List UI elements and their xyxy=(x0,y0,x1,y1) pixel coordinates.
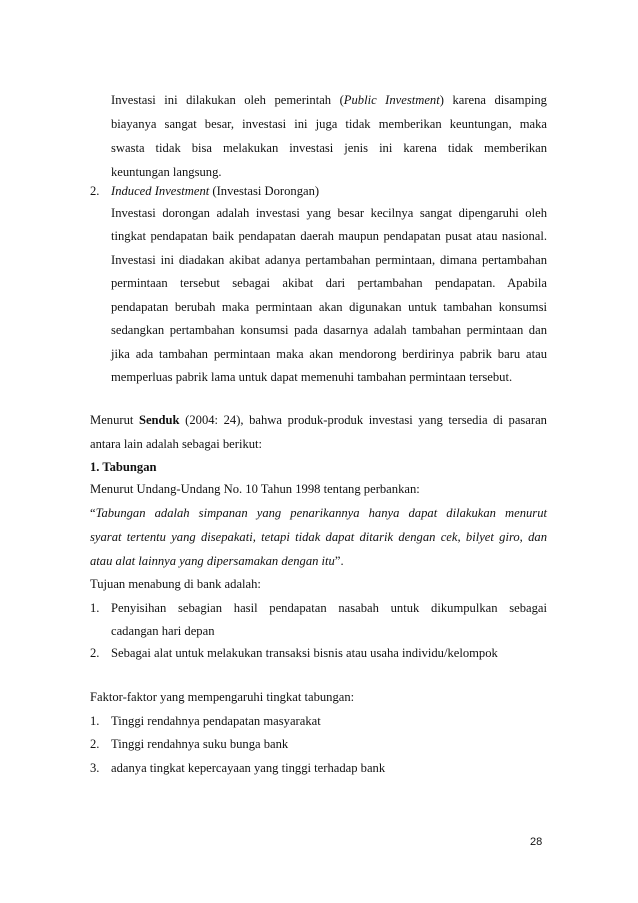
paragraph-line: swasta tidak bisa melakukan investasi jenis ini karena tidak memberikan xyxy=(111,141,547,155)
list-number: 2. xyxy=(90,737,100,751)
list-item-line: Tinggi rendahnya pendapatan masyarakat xyxy=(111,714,321,728)
text-run: (Investasi Dorongan) xyxy=(209,184,320,198)
text-run: Menurut xyxy=(90,413,139,427)
page-number: 28 xyxy=(530,836,543,848)
paragraph-line: sedangkan pertambahan konsumsi pada dasarnya adalah tambahan permintaan dan xyxy=(111,323,547,337)
paragraph-line: jika ada tambahan permintaan maka akan mendorong berdirinya pabrik baru atau xyxy=(111,347,547,361)
text-run: ) karena disamping xyxy=(439,93,547,107)
text-run: (2004: 24), bahwa produk-produk investasi yang tersedia di pasaran xyxy=(179,413,547,427)
italic-term: Public Investment xyxy=(343,93,440,107)
section-heading: 1. Tabungan xyxy=(90,460,157,474)
quote-line: syarat tertentu yang disepakati, tetapi tidak dapat ditarik dengan cek, bilyet giro, dan xyxy=(90,530,547,544)
list-number: 2. xyxy=(90,646,100,660)
paragraph-line xyxy=(111,92,547,108)
paragraph-line: Investasi ini diadakan akibat adanya pertambahan permintaan, dimana pertambahan xyxy=(111,253,547,267)
quote-mark: ”. xyxy=(334,554,344,568)
quote-line xyxy=(90,505,547,521)
list-number: 1. xyxy=(90,714,100,728)
paragraph-line: memperluas pabrik lama untuk dapat memenuhi tambahan permintaan tersebut. xyxy=(111,370,513,384)
list-item-line: Sebagai alat untuk melakukan transaksi bisnis atau usaha individu/kelompok xyxy=(111,646,498,660)
italic-term: Induced Investment xyxy=(111,184,210,198)
paragraph-line: Tujuan menabung di bank adalah: xyxy=(90,577,261,591)
paragraph-line xyxy=(90,412,547,428)
paragraph-line: Menurut Undang-Undang No. 10 Tahun 1998 tentang perbankan: xyxy=(90,482,420,496)
quote-line xyxy=(90,553,547,569)
list-item-line: Tinggi rendahnya suku bunga bank xyxy=(111,737,289,751)
list-number: 1. xyxy=(90,601,100,615)
quote-mark: “ xyxy=(90,506,96,520)
paragraph-line: Investasi dorongan adalah investasi yang besar kecilnya sangat dipengaruhi oleh xyxy=(111,206,547,220)
list-item-line: cadangan hari depan xyxy=(111,624,215,638)
paragraph-line: pendapatan berubah maka permintaan akan digunakan untuk tambahan konsumsi xyxy=(111,300,547,314)
italic-quote: atau alat lainnya yang dipersamakan dengan itu xyxy=(90,554,335,568)
list-number: 2. xyxy=(90,184,100,198)
list-title xyxy=(111,183,547,199)
paragraph-line: permintaan tersebut sebagai akibat dari pertambahan pendapatan. Apabila xyxy=(111,276,547,290)
list-item-line: Penyisihan sebagian hasil pendapatan nasabah untuk dikumpulkan sebagai xyxy=(111,601,547,615)
italic-quote: Tabungan adalah simpanan yang penarikannya hanya dapat dilakukan menurut xyxy=(95,506,547,520)
list-item-line: adanya tingkat kepercayaan yang tinggi terhadap bank xyxy=(111,761,386,775)
paragraph-line: Faktor-faktor yang mempengaruhi tingkat tabungan: xyxy=(90,690,355,704)
bold-term: Senduk xyxy=(138,413,180,427)
paragraph-line: tingkat pendapatan baik pendapatan daerah maupun pendapatan pusat atau nasional. xyxy=(111,229,547,243)
list-number: 3. xyxy=(90,761,100,775)
paragraph-line: keuntungan langsung. xyxy=(111,165,222,179)
text-run: Investasi ini dilakukan oleh pemerintah ( xyxy=(111,93,344,107)
paragraph-line: biayanya sangat besar, investasi ini juga tidak memberikan keuntungan, maka xyxy=(111,117,547,131)
paragraph-line: antara lain adalah sebagai berikut: xyxy=(90,437,263,451)
